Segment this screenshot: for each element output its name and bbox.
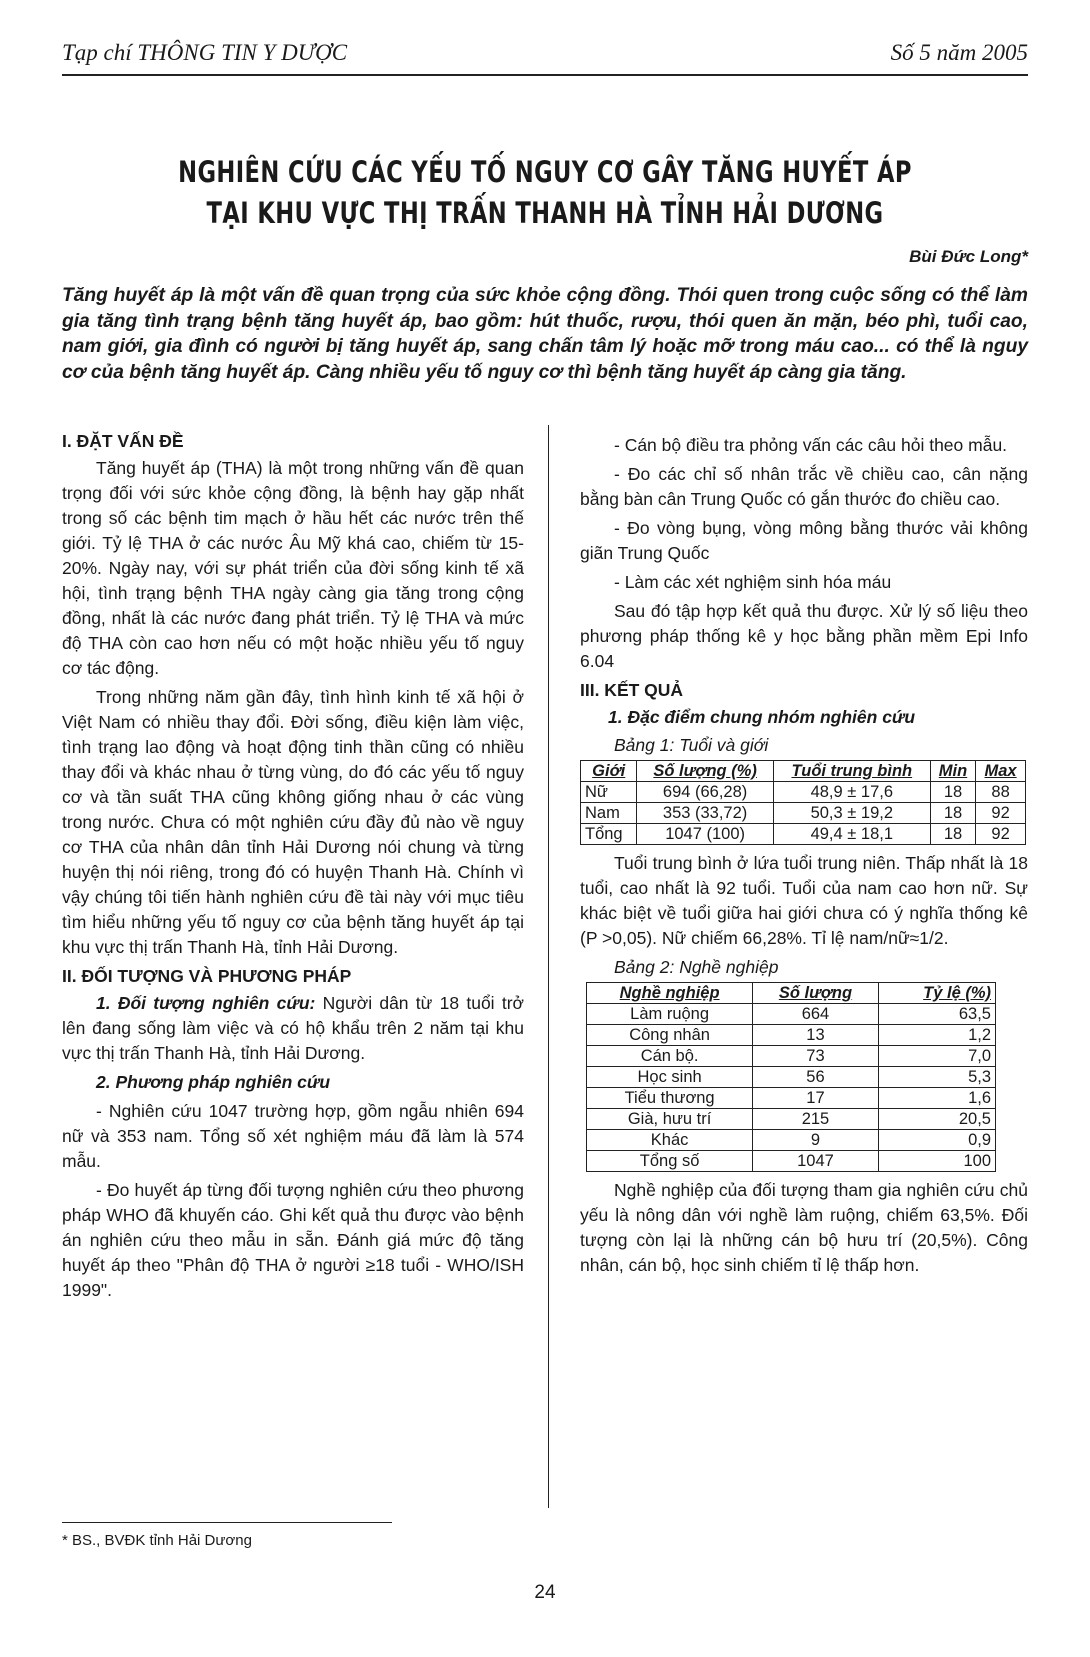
table-cell: 9 [753,1130,879,1151]
table-cell: 1047 (100) [637,824,773,845]
paragraph: - Cán bộ điều tra phỏng vấn các câu hỏi theo mẫu. [614,435,1008,455]
table-cell: 18 [930,782,975,803]
table-cell: 18 [930,803,975,824]
table-cell: 694 (66,28) [637,782,773,803]
subheading-method: 2. Phương pháp nghiên cứu [96,1072,331,1092]
section-heading-methods: II. ĐỐI TƯỢNG VÀ PHƯƠNG PHÁP [62,966,352,986]
right-column [580,433,1028,1282]
table-cell: 92 [976,824,1026,845]
table-cell: Nam [581,803,637,824]
table-header-cell: Tuổi trung bình [773,761,930,782]
table-cell: 1047 [753,1151,879,1172]
table-cell: 56 [753,1067,879,1088]
table-cell: 63,5 [878,1004,995,1025]
left-column [62,425,524,1307]
table-cell: 13 [753,1025,879,1046]
table-row [587,1109,996,1130]
table-2-occupation [586,982,996,1172]
paragraph: Tuổi trung bình ở lứa tuổi trung niên. Thấp nhất là 18 tuổi, cao nhất là 92 tuổi. Tuổi của nam cao hơn nữ. Sự khác biệt về tuổi giữa hai giới chưa có ý nghĩa thống kê (P >0,05). Nữ chiếm 66,28%. Tỉ lệ nam/nữ≈1/2. [580,853,1028,948]
table-cell: 5,3 [878,1067,995,1088]
table-row [587,1025,996,1046]
table-cell: 7,0 [878,1046,995,1067]
paragraph: Sau đó tập hợp kết quả thu được. Xử lý số liệu theo phương pháp thống kê y học bằng phần mềm Epi Info 6.04 [580,601,1028,671]
table-row [587,1004,996,1025]
table-cell: 0,9 [878,1130,995,1151]
table-1-age-sex [580,760,1026,845]
section-heading-intro: I. ĐẶT VẤN ĐỀ [62,431,184,451]
paragraph: - Làm các xét nghiệm sinh hóa máu [614,572,892,592]
table-header-cell: Nghề nghiệp [587,983,753,1004]
table-header-cell: Min [930,761,975,782]
paragraph: - Đo vòng bụng, vòng mông bằng thước vải không giãn Trung Quốc [580,518,1028,563]
table-cell: 664 [753,1004,879,1025]
paragraph: Trong những năm gần đây, tình hình kinh tế xã hội ở Việt Nam có nhiều thay đổi. Đời sống, điều kiện làm việc, tình trạng lao động và hoạt động tinh thần cũng có nhiều thay đổi và khác nhau ở từng vùng, do đó các yếu tố nguy cơ và tần suất THA cũng không giống nhau ở các vùng trong nước. Chưa có một nghiên cứu đầy đủ nào về nguy cơ THA của nhân dân tỉnh Hải Dương nói chung và từng huyện thị nói riêng, trong đó có huyện Thanh Hà. Chính vì vậy chúng tôi tiến hành nghiên cứu đề tài này với mục tiêu tìm hiểu những yếu tố nguy cơ của bệnh tăng huyết áp tại khu vực thị trấn Thanh Hà, tỉnh Hải Dương. [62,687,524,957]
table-row [587,1151,996,1172]
table-cell: Học sinh [587,1067,753,1088]
table-cell: Già, hưu trí [587,1109,753,1130]
table-header-row [587,983,996,1004]
table-row [581,824,1026,845]
column-divider [548,425,549,1508]
table-cell: 50,3 ± 19,2 [773,803,930,824]
table-header-cell: Số lượng (%) [637,761,773,782]
table-cell: 48,9 ± 17,6 [773,782,930,803]
table-cell: 353 (33,72) [637,803,773,824]
table-row [587,1046,996,1067]
table-cell: 1,6 [878,1088,995,1109]
paragraph [62,991,524,1066]
paragraph-text: Người dân từ 18 tuổi trở lên đang sống làm việc và có hộ khẩu trên 2 năm tại khu vực thị trấn Thanh Hà, tỉnh Hải Dương. [62,993,524,1063]
footnote-rule [62,1522,392,1523]
subheading-subjects: 1. Đối tượng nghiên cứu: [96,993,316,1013]
table-cell: Cán bộ. [587,1046,753,1067]
table-2-caption: Bảng 2: Nghề nghiệp [614,957,779,977]
table-cell: Tổng [581,824,637,845]
article-title-line-1: NGHIÊN CỨU CÁC YẾU TỐ NGUY CƠ GÂY TĂNG HUYẾT ÁP [178,155,912,189]
paragraph: Tăng huyết áp (THA) là một trong những vấn đề quan trọng đối với sức khỏe cộng đồng, là bệnh hay gặp nhất trong số các bệnh tim mạch ở hầu hết các nước trên thế giới. Tỷ lệ THA ở các nước Âu Mỹ khá cao, chiếm từ 15-20%. Ngày nay, với sự phát triển của đời sống kinh tế xã hội, tình trạng bệnh THA ngày càng gia tăng trong cộng đồng, nhất là các nước đang phát triển. Tỷ lệ THA và mức độ THA còn cao hơn nếu có một hoặc nhiều yếu tố nguy cơ tác động. [62,458,524,678]
table-row [581,803,1026,824]
article-title-line-2: TẠI KHU VỰC THỊ TRẤN THANH HÀ TỈNH HẢI DƯƠNG [206,196,884,230]
table-cell: 92 [976,803,1026,824]
table-1-caption: Bảng 1: Tuổi và giới [614,735,769,755]
table-cell: Nữ [581,782,637,803]
table-row [587,1088,996,1109]
table-cell: 18 [930,824,975,845]
subheading-general: 1. Đặc điểm chung nhóm nghiên cứu [608,707,916,727]
table-header-cell: Giới [581,761,637,782]
table-cell: Tổng số [587,1151,753,1172]
table-header-cell: Số lượng [753,983,879,1004]
paragraph: Nghề nghiệp của đối tượng tham gia nghiên cứu chủ yếu là nông dân với nghề làm ruộng, chiếm 63,5%. Đối tượng còn lại là những cán bộ hưu trí (20,5%). Công nhân, cán bộ, học sinh chiếm tỉ lệ thấp hơn. [580,1180,1028,1275]
page-number: 24 [534,1582,556,1603]
table-cell: 1,2 [878,1025,995,1046]
table-row [581,782,1026,803]
author: Bùi Đức Long* [909,247,1028,266]
paragraph: - Đo huyết áp từng đối tượng nghiên cứu theo phương pháp WHO đã khuyến cáo. Ghi kết quả thu được vào bệnh án nghiên cứu theo mẫu in sẵn. Đánh giá mức độ tăng huyết áp theo "Phân độ THA ở người ≥18 tuổi - WHO/ISH 1999". [62,1180,524,1300]
table-cell: 49,4 ± 18,1 [773,824,930,845]
table-cell: 20,5 [878,1109,995,1130]
table-cell: 100 [878,1151,995,1172]
table-header-cell: Tỷ lệ (%) [878,983,995,1004]
table-header-cell: Max [976,761,1026,782]
paragraph: - Đo các chỉ số nhân trắc về chiều cao, cân nặng bằng bàn cân Trung Quốc có gắn thước đo chiều cao. [580,464,1028,509]
header-rule [62,74,1028,76]
journal-title: Tạp chí THÔNG TIN Y DƯỢC [62,40,348,65]
issue-label: Số 5 năm 2005 [890,40,1028,65]
table-row [587,1067,996,1088]
footnote: * BS., BVĐK tỉnh Hải Dương [62,1532,252,1549]
paragraph: - Nghiên cứu 1047 trường hợp, gồm ngẫu nhiên 694 nữ và 353 nam. Tổng số xét nghiệm máu đã làm là 574 mẫu. [62,1101,524,1171]
table-cell: Công nhân [587,1025,753,1046]
table-cell: Làm ruộng [587,1004,753,1025]
table-row [587,1130,996,1151]
table-cell: 73 [753,1046,879,1067]
table-cell: Khác [587,1130,753,1151]
table-cell: 88 [976,782,1026,803]
table-cell: 215 [753,1109,879,1130]
table-cell: 17 [753,1088,879,1109]
abstract: Tăng huyết áp là một vấn đề quan trọng của sức khỏe cộng đồng. Thói quen trong cuộc sống có thể làm gia tăng tình trạng bệnh tăng huyết áp, bao gồm: hút thuốc, rượu, thói quen ăn mặn, béo phì, tuổi cao, nam giới, gia đình có người bị tăng huyết áp, sang chấn tâm lý hoặc mỡ trong máu cao... có thể là nguy cơ của bệnh tăng huyết áp. Càng nhiều yếu tố nguy cơ thì bệnh tăng huyết áp càng gia tăng. [62,285,1028,383]
table-cell: Tiểu thương [587,1088,753,1109]
table-header-row [581,761,1026,782]
section-heading-results: III. KẾT QUẢ [580,680,684,700]
